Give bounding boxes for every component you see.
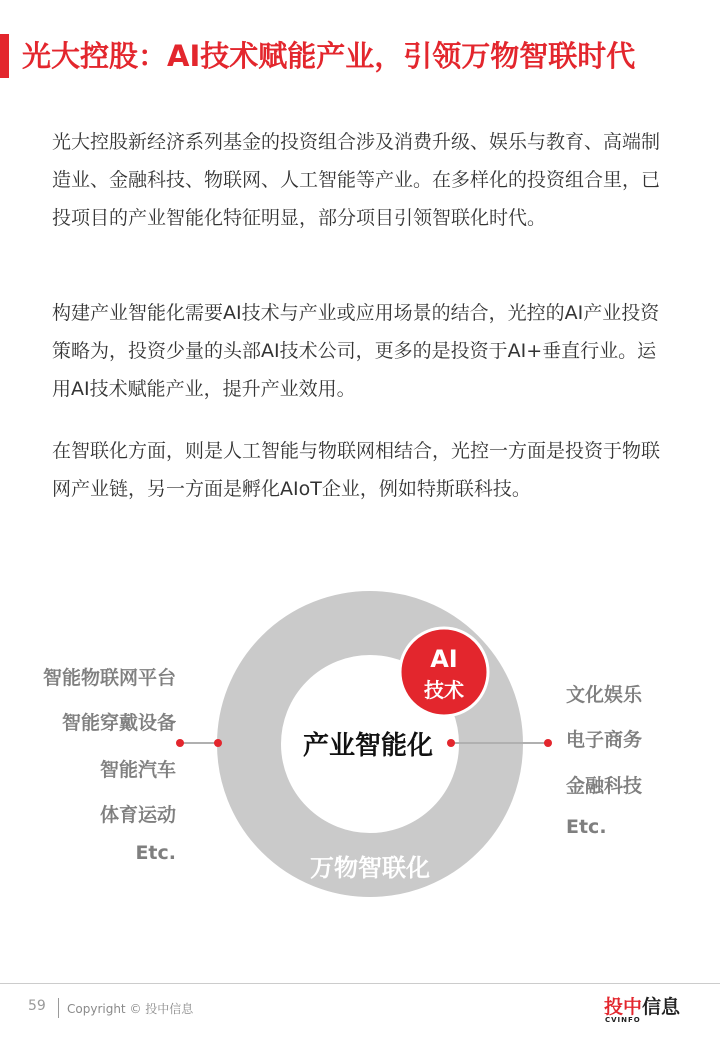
right-connector-center-dot bbox=[447, 739, 455, 747]
cvinfo-logo bbox=[604, 992, 700, 1028]
right-connector-end-dot bbox=[544, 739, 552, 747]
left-item-5: Etc. bbox=[135, 842, 176, 864]
badge-line-2: 技术 bbox=[424, 678, 464, 702]
page-number: 59 bbox=[28, 998, 46, 1014]
logo-wordmark bbox=[604, 992, 680, 1019]
copyright-text: Copyright © 投中信息 bbox=[67, 1002, 194, 1016]
left-connector-ring-dot bbox=[214, 739, 222, 747]
left-item-1: 智能物联网平台 bbox=[42, 667, 176, 689]
footer-divider bbox=[0, 983, 720, 984]
left-item-3: 智能汽车 bbox=[99, 759, 176, 781]
paragraph-2: 构建产业智能化需要AI技术与产业或应用场景的结合，光控的AI产业投资策略为，投资少量的头部AI技术公司，更多的是投资于AI+垂直行业。运用AI技术赋能产业，提升产业效用。 bbox=[52, 302, 660, 400]
page-title: 光大控股：AI技术赋能产业，引领万物智联时代 bbox=[22, 39, 636, 73]
paragraph-1: 光大控股新经济系列基金的投资组合涉及消费升级、娱乐与教育、高端制造业、金融科技、物联网、人工智能等产业。在多样化的投资组合里，已投项目的产业智能化特征明显，部分项目引领智联化时代。 bbox=[52, 131, 661, 229]
left-connector-end-dot bbox=[176, 739, 184, 747]
industry-diagram bbox=[0, 560, 720, 930]
paragraph-3: 在智联化方面，则是人工智能与物联网相结合，光控一方面是投资于物联网产业链，另一方面是孵化AIoT企业，例如特斯联科技。 bbox=[52, 440, 661, 500]
right-item-3: 金融科技 bbox=[566, 775, 643, 797]
title-accent-bar bbox=[0, 34, 9, 78]
right-item-2: 电子商务 bbox=[566, 729, 643, 751]
right-item-4: Etc. bbox=[566, 816, 607, 838]
left-item-4: 体育运动 bbox=[99, 804, 176, 826]
center-label: 产业智能化 bbox=[302, 731, 434, 761]
left-item-2: 智能穿戴设备 bbox=[61, 712, 176, 734]
logo-dark-text: 信息 bbox=[642, 996, 681, 1018]
logo-red-text: 投中 bbox=[604, 996, 643, 1018]
logo-subtext: CVINFO bbox=[605, 1016, 641, 1024]
right-item-1: 文化娱乐 bbox=[566, 684, 643, 706]
footer-separator bbox=[58, 998, 59, 1018]
ring-label: 万物智联化 bbox=[310, 854, 430, 882]
badge-line-1: AI bbox=[430, 645, 458, 673]
